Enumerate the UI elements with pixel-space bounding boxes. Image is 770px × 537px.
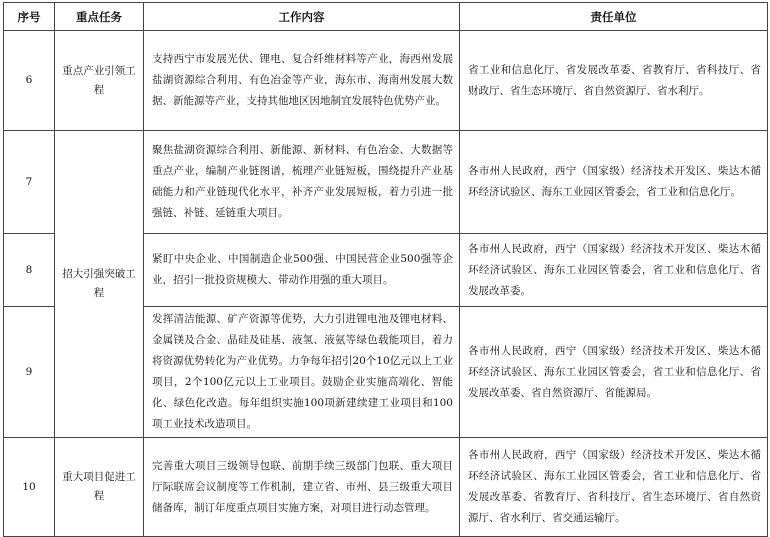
table-row — [4, 438, 768, 537]
work-content: 聚焦盐湖资源综合利用、新能源、新材料、有色冶金、大数据等重点产业，编制产业链图谱，梳理产业链短板，围绕提升产业基础能力和产业链现代化水平，补齐产业发展短板，着力引进一批强链、补链、延链重大项目。 — [144, 131, 460, 234]
header-content: 工作内容 — [144, 3, 460, 31]
header-unit: 责任单位 — [460, 3, 768, 31]
work-content: 完善重大项目三级领导包联、前期手续三级部门包联、重大项目厅际联席会议制度等工作机制，建立省、市州、县三级重大项目储备库，制订年度重点项目实施方案，对项目进行动态管理。 — [144, 438, 460, 537]
header-num: 序号 — [4, 3, 55, 31]
table-row — [4, 131, 768, 234]
responsible-units: 省工业和信息化厅、省发展改革委、省教育厅、省科技厅、省财政厅、省生态环境厅、省自然资源厅、省水利厅。 — [460, 31, 768, 131]
responsible-units: 各市州人民政府，西宁（国家级）经济技术开发区、柴达木循环经济试验区、海东工业园区管委会，省工业和信息化厅、省发展改革委、省教育厅、省科技厅、省生态环境厅、省自然资源厅、省水利厅、省交通运输厅。 — [460, 438, 768, 537]
row-number: 6 — [4, 31, 55, 131]
row-number: 9 — [4, 307, 55, 438]
task-name: 招大引强突破工程 — [55, 131, 144, 438]
responsible-units: 各市州人民政府，西宁（国家级）经济技术开发区、柴达木循环经济试验区、海东工业园区管委会，省工业和信息化厅。 — [460, 131, 768, 234]
row-number: 7 — [4, 131, 55, 234]
row-number: 10 — [4, 438, 55, 537]
header-row — [4, 3, 768, 31]
work-content: 紧盯中央企业、中国制造企业500强、中国民营企业500强等企业，招引一批投资规模大、带动作用强的重大项目。 — [144, 234, 460, 307]
responsible-units: 各市州人民政府，西宁（国家级）经济技术开发区、柴达木循环经济试验区、海东工业园区管委会，省工业和信息化厅、省发展改革委。 — [460, 234, 768, 307]
task-name: 重点产业引领工程 — [55, 31, 144, 131]
header-task: 重点任务 — [55, 3, 144, 31]
row-number: 8 — [4, 234, 55, 307]
task-name: 重大项目促进工程 — [55, 438, 144, 537]
work-content: 支持西宁市发展光伏、锂电、复合纤维材料等产业，海西州发展盐湖资源综合利用、有色冶金等产业，海东市、海南州发展大数据、新能源等产业，支持其他地区因地制宜发展特色优势产业。 — [144, 31, 460, 131]
table-row — [4, 31, 768, 131]
responsible-units: 各市州人民政府，西宁（国家级）经济技术开发区、柴达木循环经济试验区、海东工业园区管委会，省工业和信息化厅、省发展改革委、省自然资源厅、省能源局。 — [460, 307, 768, 438]
work-content: 发挥清洁能源、矿产资源等优势，大力引进锂电池及锂电材料、金属镁及合金、晶硅及硅基、液氢、液氨等绿色载能项目，着力将资源优势转化为产业优势。力争每年招引20个10亿元以上工业项目，2个100亿元以上工业项目。鼓励企业实施高端化、智能化、绿色化改造。每年组织实施100项新建续建工业项目和100项工业技术改造项目。 — [144, 307, 460, 438]
task-table — [3, 2, 768, 537]
